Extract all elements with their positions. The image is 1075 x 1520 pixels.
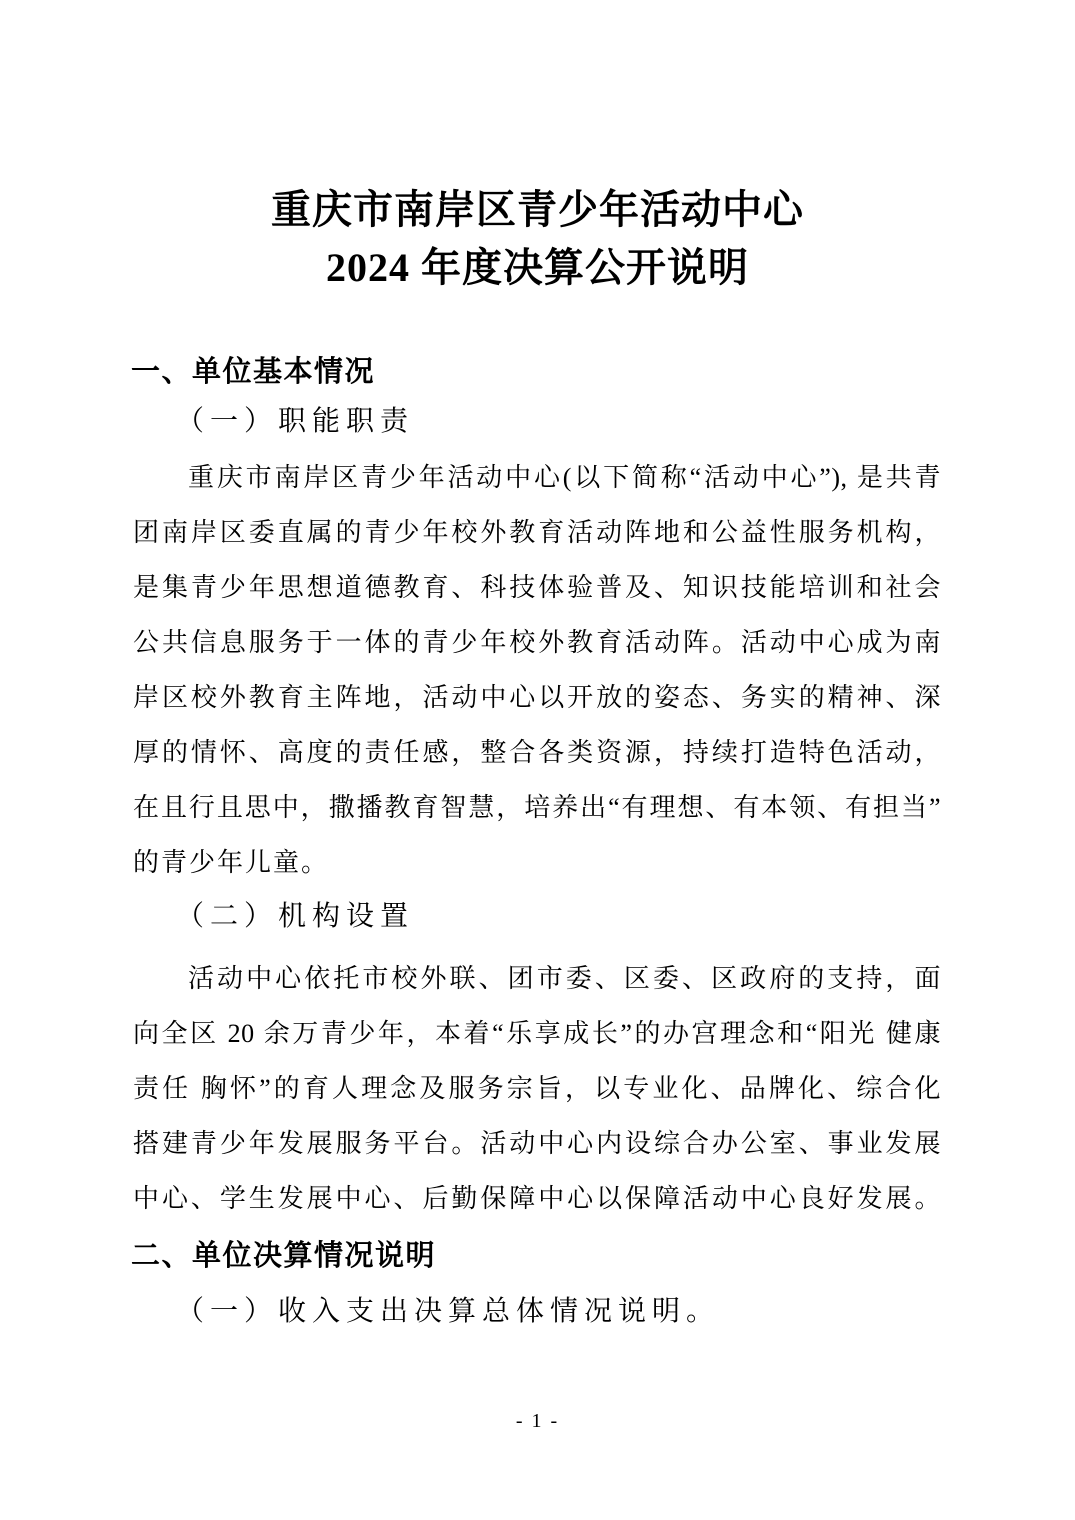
paragraph-1-line-5: 岸区校外教育主阵地，活动中心以开放的姿态、务实的精神、深 <box>133 683 941 712</box>
paragraph-1-line-2: 团南岸区委直属的青少年校外教育活动阵地和公益性服务机构， <box>133 518 941 547</box>
paragraph-2-line-1: 活动中心依托市校外联、团市委、区委、区政府的支持，面 <box>188 964 941 993</box>
document-title-line1: 重庆市南岸区青少年活动中心 <box>271 187 804 232</box>
paragraph-1-line-8: 的青少年儿童。 <box>133 848 330 877</box>
paragraph-2-line-3: 责任 胸怀”的育人理念及服务宗旨，以专业化、品牌化、综合化 <box>133 1074 941 1103</box>
section-2-heading: 二、单位决算情况说明 <box>131 1240 437 1272</box>
paragraph-2-line-4: 搭建青少年发展服务平台。活动中心内设综合办公室、事业发展 <box>133 1129 941 1158</box>
paragraph-1-line-3: 是集青少年思想道德教育、科技体验普及、知识技能培训和社会 <box>133 573 941 602</box>
section-1-heading: 一、单位基本情况 <box>131 356 376 388</box>
paragraph-1-line-7: 在且行且思中，撒播教育智慧，培养出“有理想、有本领、有担当” <box>133 793 941 822</box>
paragraph-1-line-6: 厚的情怀、高度的责任感，整合各类资源，持续打造特色活动， <box>133 738 941 767</box>
document-title-line2: 2024 年度决算公开说明 <box>326 245 749 290</box>
subsection-1-1-heading: （一）职能职责 <box>176 406 415 437</box>
subsection-1-2-heading: （二）机构设置 <box>176 901 415 932</box>
paragraph-2-line-5: 中心、学生发展中心、后勤保障中心以保障活动中心良好发展。 <box>133 1184 941 1213</box>
paragraph-1-line-4: 公共信息服务于一体的青少年校外教育活动阵。活动中心成为南 <box>133 628 941 657</box>
page-number: - 1 - <box>515 1410 560 1432</box>
subsection-2-1-heading: （一）收入支出决算总体情况说明。 <box>176 1296 721 1327</box>
paragraph-2-line-2: 向全区 20 余万青少年，本着“乐享成长”的办宫理念和“阳光 健康 <box>133 1019 941 1048</box>
paragraph-1-line-1: 重庆市南岸区青少年活动中心(以下简称“活动中心”), 是共青 <box>188 463 941 492</box>
